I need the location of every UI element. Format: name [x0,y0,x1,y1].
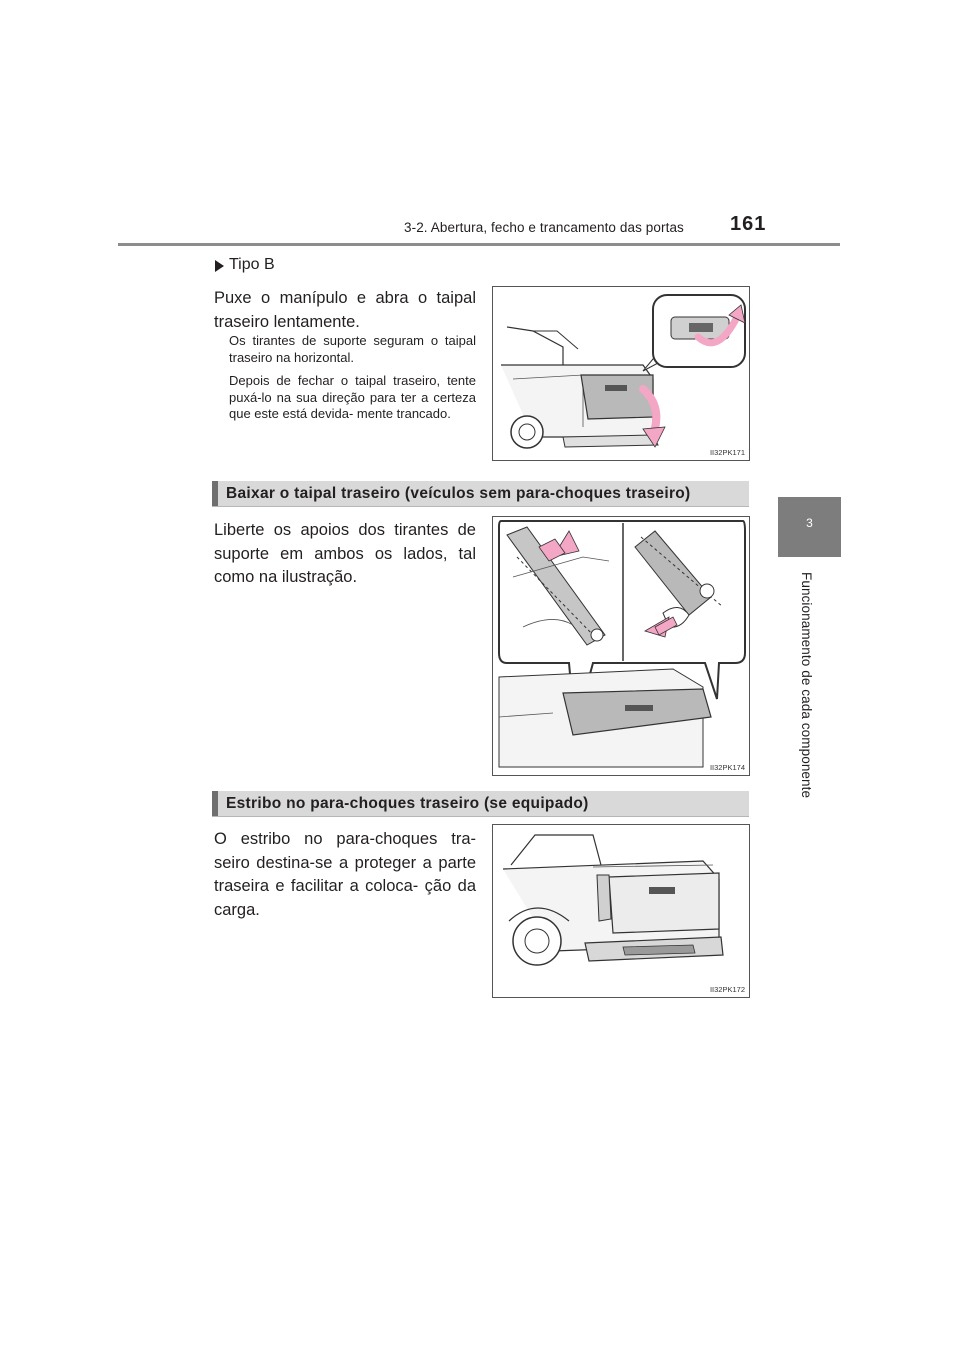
chapter-tab [778,497,841,557]
section-heading-lower-tailgate [212,481,749,507]
figure-tailgate-open [492,286,750,461]
header-rule [118,243,840,246]
section-heading-text: Estribo no para-choques traseiro (se equipado) [226,795,589,812]
figure-code: II32PK174 [709,763,745,772]
rear-step-text: O estribo no para-choques tra- seiro destina-se a proteger a parte traseira e facilitar a coloca- ção da carga. [214,830,476,919]
note-straps: Os tirantes de suporte seguram o taipal traseiro na horizontal. [229,333,476,365]
triangle-bullet-icon [215,260,224,272]
section-heading-accent [212,481,218,506]
instruction-text: Puxe o manípulo e abra o taipal traseiro lentamente. [214,289,476,331]
section-heading-rear-step [212,791,749,817]
header-title: 3-2. Abertura, fecho e trancamento das portas [404,220,684,235]
page-number: 161 [730,213,767,235]
figure-strap-release [492,516,750,776]
note-check-locked: Depois de fechar o taipal traseiro, tente puxá-lo na sua direção para ter a certeza que este está devida- mente trancado. [229,373,476,421]
strap-release-illustration [493,517,750,776]
figure-code: II32PK172 [709,985,745,994]
chapter-number: 3 [806,516,813,530]
figure-code: II32PK171 [709,448,745,457]
rear-step-illustration [493,825,750,998]
subtitle-tipo-b: Tipo B [229,256,275,273]
figure-rear-step [492,824,750,998]
section-heading-accent [212,791,218,816]
tailgate-open-illustration [493,287,750,461]
release-supports-text: Liberte os apoios dos tirantes de suporte em ambos os lados, tal como na ilustração. [214,521,476,586]
section-heading-text: Baixar o taipal traseiro (veículos sem para-choques traseiro) [226,485,691,502]
chapter-label: Funcionamento de cada componente [799,572,814,799]
